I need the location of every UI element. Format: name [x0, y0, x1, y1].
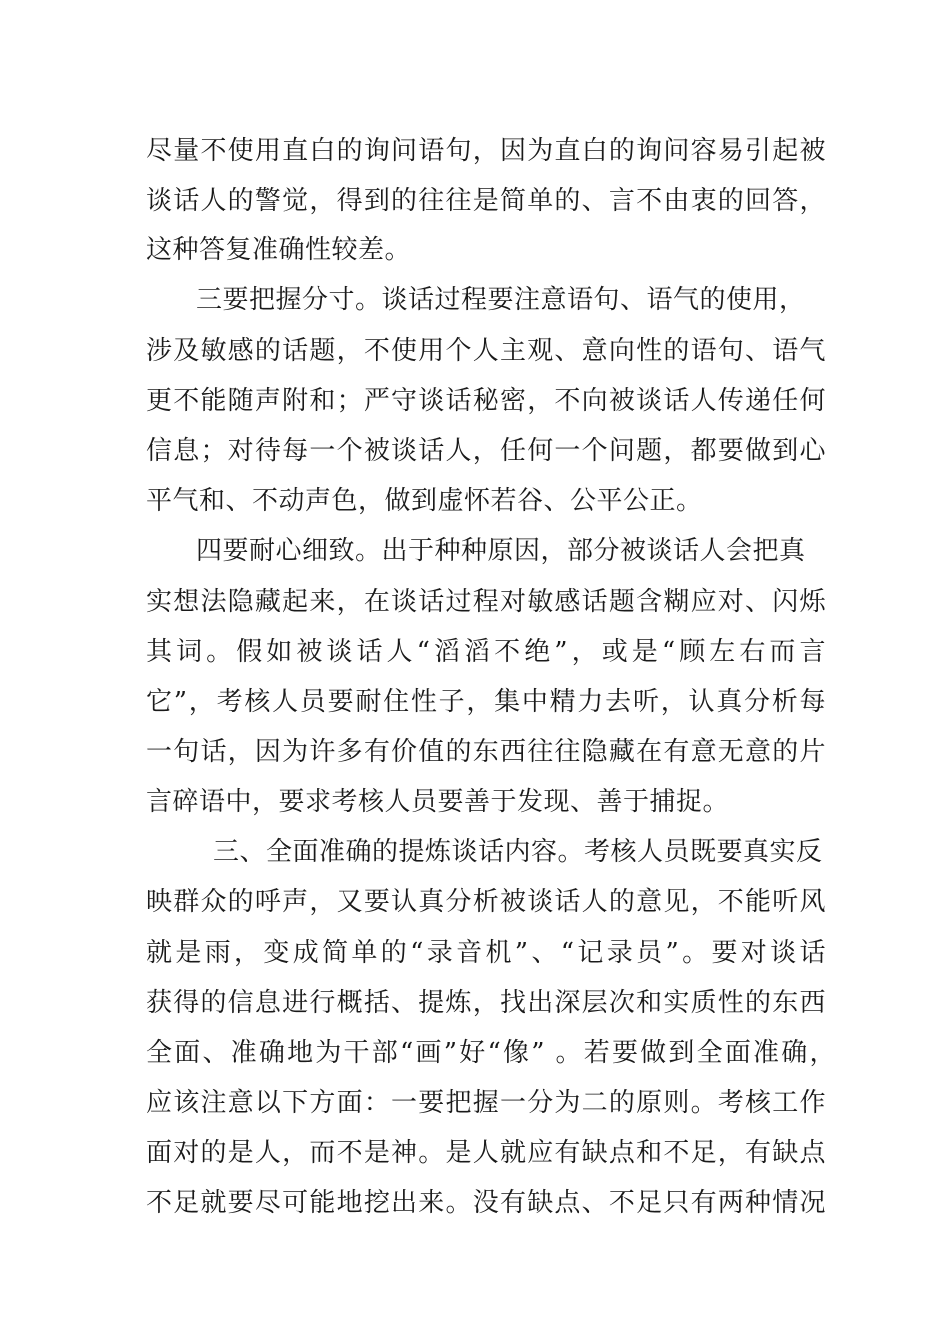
text-line: 获得的信息进行概括、提炼，找出深层次和实质性的东西 [146, 988, 826, 1018]
text-line: 实想法隐藏起来，在谈话过程对敏感话题含糊应对、闪烁 [146, 587, 826, 617]
text-line: 这种答复准确性较差。 [146, 235, 412, 265]
text-line: 面对的是人，而不是神。是人就应有缺点和不足，有缺点 [146, 1138, 826, 1168]
text-line: 一句话，因为许多有价值的东西往往隐藏在有意无意的片 [146, 737, 826, 767]
paragraph-start-line: 四要耐心细致。出于种种原因，部分被谈话人会把真 [196, 536, 806, 566]
text-line: 应该注意以下方面：一要把握一分为二的原则。考核工作 [146, 1088, 826, 1118]
text-line: 就是雨，变成简单的“录音机”、“记录员”。要对谈话 [146, 938, 826, 968]
text-line: 其词。假如被谈话人“滔滔不绝”，或是“顾左右而言 [146, 637, 826, 667]
text-line: 信息；对待每一个被谈话人，任何一个问题，都要做到心 [146, 436, 826, 466]
text-line: 不足就要尽可能地挖出来。没有缺点、不足只有两种情况 [146, 1188, 826, 1218]
text-line: 言碎语中，要求考核人员要善于发现、善于捕捉。 [146, 787, 730, 817]
paragraph-start-line: 三要把握分寸。谈话过程要注意语句、语气的使用， [196, 285, 806, 315]
text-line: 全面、准确地为干部“画”好“像” 。若要做到全面准确， [146, 1038, 836, 1068]
text-line: 涉及敏感的话题，不使用个人主观、意向性的语句、语气 [146, 336, 826, 366]
text-line: 谈话人的警觉，得到的往往是简单的、言不由衷的回答， [146, 186, 826, 216]
text-line: 平气和、不动声色，做到虚怀若谷、公平公正。 [146, 486, 703, 516]
text-line: 更不能随声附和；严守谈话秘密，不向被谈话人传递任何 [146, 386, 826, 416]
text-line: 尽量不使用直白的询问语句，因为直白的询问容易引起被 [146, 136, 826, 166]
text-line: 映群众的呼声，又要认真分析被谈话人的意见，不能听风 [146, 887, 826, 917]
text-line: 它”，考核人员要耐住性子，集中精力去听，认真分析每 [146, 687, 826, 717]
section-heading-line: 三、全面准确的提炼谈话内容。考核人员既要真实反 [213, 837, 823, 867]
